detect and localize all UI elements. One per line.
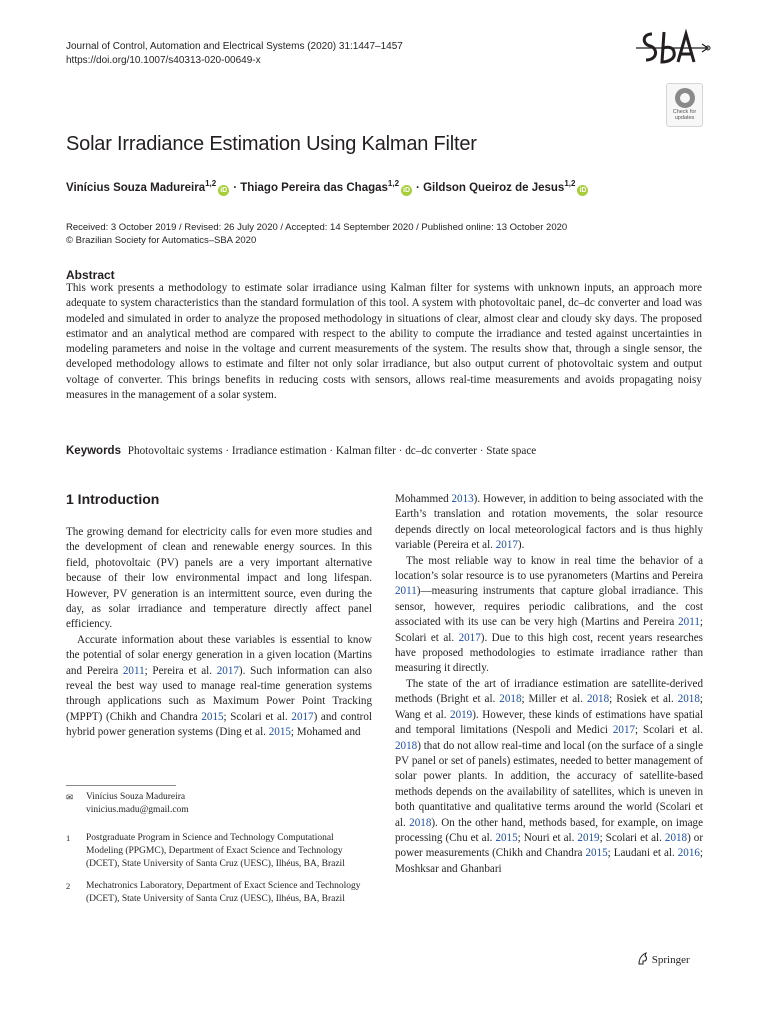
paragraph-text: ) or power measurements (Chikh and Chandra (395, 831, 704, 860)
paragraph-text: The most reliable way to know in real time the behavior of a location’s solar resource is to use pyranometers (Martins and Pereira (395, 554, 703, 583)
publisher-name: Springer (651, 954, 690, 966)
check-for-updates-badge[interactable] (666, 83, 703, 127)
paragraph-text: ; Scolari et al. (395, 616, 703, 644)
author-name[interactable]: Gildson Queiroz de Jesus (423, 181, 565, 194)
citation-link[interactable]: 2015 (495, 831, 518, 844)
author-list (66, 179, 592, 196)
left-column (66, 525, 372, 741)
citation-link[interactable]: 2011 (678, 616, 700, 629)
paragraph-text: ). However, in addition to being associated with the Earth’s translation and rotation movements, the solar resource depends directly on local meteorological factors and is thus highly variable (Pereira et al. (395, 493, 703, 552)
contact-name: Vinícius Souza Madureira (86, 792, 186, 802)
abstract-text: This work presents a methodology to estimate solar irradiance using Kalman filter for systems with unknown inputs, an approach more adequate to system characteristics than the standard formulation of this tool. A system with photovoltaic panel, dc–dc converter and load was modeled and simulated in order to analyze the proposed methodology in situations of clear, almost clear and cloudy sky days. The proposed estimator and an analytical method are compared with respect to the ability to compute the irradiance and tested against uncertainties in modeling parameters and noise in the voltage and current measurements of the system. The results show that, through a single sensor, the developed methodology allows to estimate and filter not only solar irradiance, but also output current of photovoltaic system and output voltage of converter. This brings benefits in reducing costs with sensors, allows real-time measurements and avoids propagating noisy measures in the management of a solar system. (66, 282, 702, 402)
author-name[interactable]: Thiago Pereira das Chagas (240, 181, 388, 194)
paragraph-text: Accurate information about these variables is essential to know the potential of solar energy generation in a given location (Martins and Pereira (66, 633, 372, 677)
paragraph-text: ; Miller et al. (521, 693, 587, 706)
right-column (395, 492, 703, 877)
paragraph (395, 677, 703, 877)
paragraph-text: ). (517, 539, 525, 552)
check-updates-label: Check for updates (672, 109, 697, 121)
abstract-heading: Abstract (66, 268, 115, 282)
affiliation-mark: 1 (66, 833, 71, 843)
doi-link[interactable]: https://doi.org/10.1007/s40313-020-00649-x (66, 55, 261, 66)
copyright-line: © Brazilian Society for Automatics–SBA 2020 (66, 235, 257, 246)
affiliation-mark: 2 (66, 881, 71, 891)
affiliation-text: Postgraduate Program in Science and Technology Computational Modeling (PPGMC), Department of Exact Science and Technology (DCET), State University of Santa Cruz (UESC), Ilhéus, BA, Brazil (86, 833, 345, 869)
citation-link[interactable]: 2018 (409, 816, 432, 829)
citation-link[interactable]: 2017 (495, 539, 518, 552)
author-separator: · (233, 181, 238, 194)
footnotes (66, 791, 372, 915)
paragraph-text: ). Such information can also reveal the best way used to manage real-time generation systems through applications such as Maximum Power Point Tracking (MPPT) (Chikh and Chandra (66, 664, 373, 723)
citation-link[interactable]: 2017 (216, 664, 239, 677)
paragraph-text: ; Mohamed and (290, 726, 361, 739)
paragraph-text: ; Laudani et al. (607, 847, 678, 860)
publication-dates (66, 221, 567, 247)
paragraph-text: Mohammed (395, 493, 452, 505)
paragraph-text: ; Wang et al. (395, 693, 703, 721)
springer-horse-icon (636, 954, 652, 966)
paragraph-text: ). On the other hand, methods based, for example, on image processing (Chu et al. (395, 816, 703, 844)
footnote-divider (66, 785, 176, 786)
paragraph-text: ) and control hybrid power generation systems (Ding et al. (66, 710, 372, 739)
citation-link[interactable]: 2015 (585, 847, 608, 860)
keywords-list: Photovoltaic systems · Irradiance estimation · Kalman filter · dc–dc converter · State space (127, 445, 537, 457)
citation-link[interactable]: 2015 (201, 710, 224, 723)
citation-link[interactable]: 2013 (451, 493, 474, 505)
paragraph (395, 492, 703, 554)
citation-link[interactable]: 2017 (291, 710, 314, 723)
citation-link[interactable]: 2019 (577, 831, 600, 844)
orcid-icon[interactable]: iD (403, 186, 411, 194)
orcid-icon[interactable]: iD (579, 186, 587, 194)
citation-link[interactable]: 2011 (122, 664, 145, 677)
citation-link[interactable]: 2015 (268, 726, 291, 739)
citation-link[interactable]: 2016 (677, 847, 700, 860)
paragraph-text: ; Scolari et al. (599, 831, 665, 844)
orcid-icon[interactable]: iD (220, 186, 228, 194)
citation-link[interactable]: 2018 (499, 693, 522, 706)
paragraph-text: ). Due to this high cost, recent years researches have proposed methodologies to estimate irradiance rather than measuring it directly. (395, 631, 704, 675)
paragraph-text: ; Scolari et al. (223, 710, 292, 723)
paragraph-text: ; Pereira et al. (144, 664, 217, 677)
publisher-mark (636, 952, 690, 966)
citation-link[interactable]: 2018 (677, 693, 700, 706)
corresponding-author (66, 791, 372, 817)
author-separator: · (416, 181, 420, 194)
paragraph-text: The growing demand for electricity calls for even more studies and the development of clean and renewable energy sources. In this field, photovoltaic (PV) panels are a very important alternative because of their low environmental impact and long lifespan. However, PV generation is an intermittent source, even during the day, as solar irradiance and temperature directly affect panel efficiency. (66, 526, 372, 631)
citation-link[interactable]: 2017 (612, 724, 636, 737)
paragraph-text: )—measuring instruments that capture global irradiance. This sensor, however, requires periodic calibrations, and the cost associated with its use can be very high (Martins and Pereira (395, 585, 703, 629)
history-dates: Received: 3 October 2019 / Revised: 26 July 2020 / Accepted: 14 September 2020 / Published online: 13 October 2020 (66, 222, 568, 233)
author-name[interactable]: Vinícius Souza Madureira (66, 181, 206, 194)
sba-logo (632, 26, 712, 72)
paragraph (395, 554, 703, 677)
citation-link[interactable]: 2011 (395, 585, 417, 598)
paragraph-text: ; Rosiek et al. (609, 693, 678, 706)
keywords-label: Keywords (66, 445, 121, 457)
paragraph-text: ) that do not allow real-time and local (on the surface of a single PV panel or set of panels) estimates, needed to better management of solar power plants. In addition, the accuracy of satellite-based methods depends on the availability of satellites, which is uneven in both quantitative and qualitative terms around the world (Scolari et al. (395, 739, 703, 829)
check-updates-icon (675, 88, 695, 108)
author-affiliation: 1,2 (205, 179, 217, 188)
paragraph-text: ). However, these kinds of estimations have spatial and temporal limitations (Nespoli and Medici (395, 708, 703, 737)
paragraph-text: ; Moshksar and Ghanbari (395, 847, 704, 875)
paragraph-text: ; Scolari et al. (635, 724, 703, 737)
paper-title: Solar Irradiance Estimation Using Kalman Filter (66, 133, 477, 155)
envelope-icon: ✉ (66, 792, 74, 802)
citation-link[interactable]: 2018 (395, 739, 418, 752)
affiliation-2 (66, 880, 372, 906)
author-affiliation: 1,2 (387, 179, 400, 188)
citation-link[interactable]: 2019 (450, 708, 473, 721)
citation-link[interactable]: 2018 (586, 693, 610, 706)
paragraph (66, 525, 372, 633)
citation-link[interactable]: 2017 (458, 631, 481, 644)
keywords (66, 445, 706, 457)
section-heading-introduction: 1 Introduction (66, 491, 160, 507)
paragraph (66, 633, 372, 741)
affiliation-1 (66, 832, 372, 871)
citation-link[interactable]: 2018 (664, 831, 688, 844)
author-affiliation: 1,2 (564, 179, 576, 188)
paragraph-text: The state of the art of irradiance estimation are satellite-derived methods (Bright et al. (395, 677, 703, 706)
journal-header (66, 40, 403, 68)
contact-email[interactable]: vinicius.madu@gmail.com (86, 805, 189, 815)
journal-citation: Journal of Control, Automation and Electrical Systems (2020) 31:1447–1457 (66, 41, 403, 52)
affiliation-text: Mechatronics Laboratory, Department of Exact Science and Technology (DCET), State University of Santa Cruz (UESC), Ilhéus, BA, Brazil (86, 881, 361, 904)
paragraph-text: ; Nouri et al. (517, 831, 578, 844)
